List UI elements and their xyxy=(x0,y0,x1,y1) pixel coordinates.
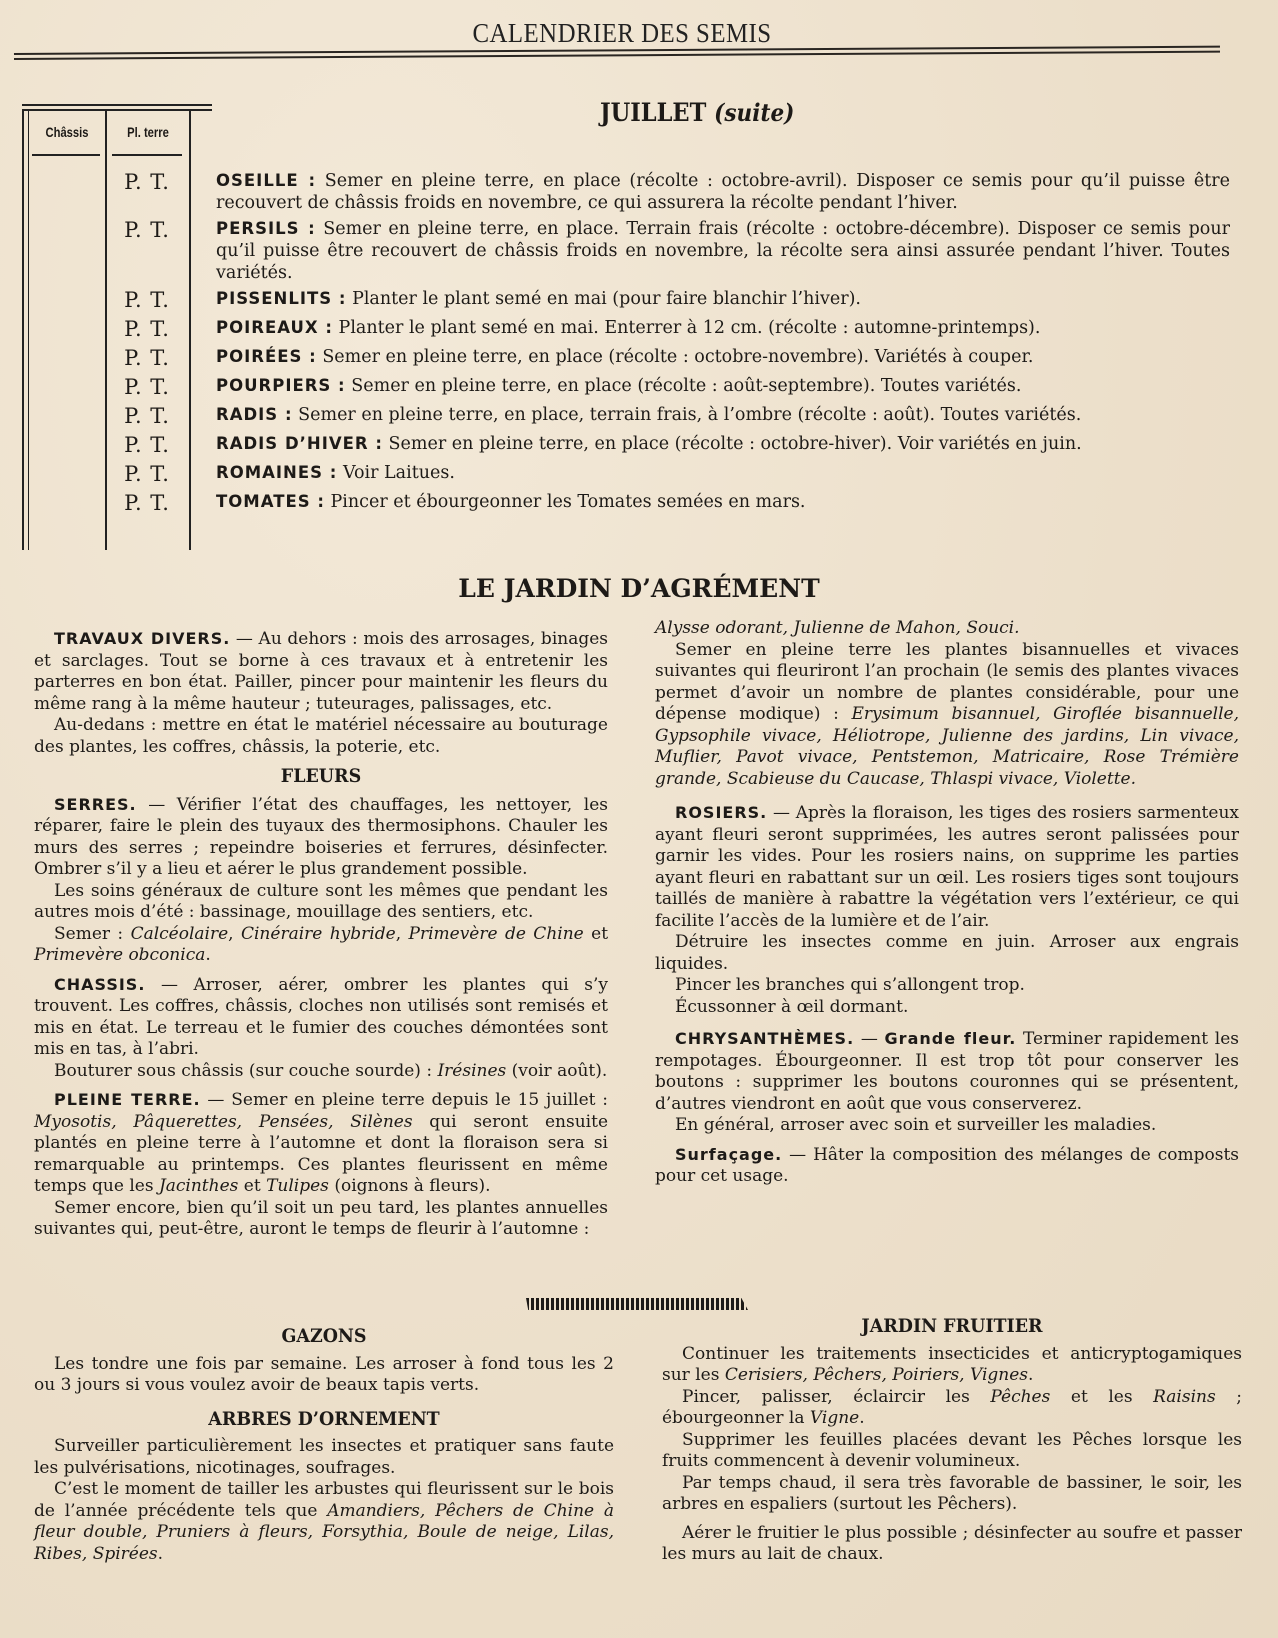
text: et xyxy=(238,1176,267,1196)
entry-keyword: ROMAINES : xyxy=(216,463,338,482)
plant-name: Primevère de Chine xyxy=(408,923,584,944)
keyword-travaux: TRAVAUX DIVERS. xyxy=(54,629,231,648)
entry-keyword: OSEILLE : xyxy=(216,171,317,190)
text: et les xyxy=(1050,1386,1154,1407)
entry-keyword: RADIS : xyxy=(216,405,293,424)
text: Continuer les traitements insecticides et anticryptogamiques sur les xyxy=(662,1343,1242,1385)
paragraph-fruitier-aerer: Aérer le fruitier le plus possible ; désinfecter au soufre et passer les murs au lait de chaux. xyxy=(662,1522,1242,1564)
running-title: CALENDRIER DES SEMIS xyxy=(472,18,772,48)
text: (voir août). xyxy=(506,1060,608,1081)
entry-text: Planter le plant semé en mai. Enterrer à 12 cm. (récolte : automne-printemps). xyxy=(338,318,1041,338)
entry-body xyxy=(216,462,1230,484)
entry-text: Semer en pleine terre, en place. Terrain frais (récolte : octobre-décembre). Disposer ce semis pour qu’il puisse être recouvert de châssis froids en novembre, la récolte sera ainsi assurée pendant l’hiver. Toutes variétés. xyxy=(216,219,1230,283)
entry-body xyxy=(216,404,1230,426)
paragraph-surfacage xyxy=(655,1144,1239,1188)
table-divider xyxy=(105,110,107,550)
entry-text: Semer en pleine terre, en place (récolte : août-septembre). Toutes variétés. xyxy=(351,376,1022,396)
plant-name: Cinéraire hybride xyxy=(240,923,396,944)
pleine-terre-marker: P. T. xyxy=(124,218,170,242)
entry-body xyxy=(216,433,1230,455)
keyword-chassis: CHASSIS. xyxy=(54,974,146,994)
keyword-chrysanthemes: CHRYSANTHÈMES. xyxy=(675,1029,855,1048)
entry-keyword: PERSILS : xyxy=(216,219,316,238)
plant-names: Myosotis, Pâquerettes, Pensées, Silènes xyxy=(34,1111,413,1132)
month-title xyxy=(600,98,794,127)
entry-text: Semer en pleine terre, en place (récolte : octobre-avril). Disposer ce semis pour qu’il puisse être recouvert de châssis froids en novembre, ce qui assurera la récolte pendant l’hiver. xyxy=(216,171,1230,213)
ornamental-divider xyxy=(526,1298,748,1310)
entry-body xyxy=(216,170,1230,214)
section-title-jardin-fruitier: JARDIN FRUITIER xyxy=(861,1315,1043,1337)
entry-keyword: POIRÉES : xyxy=(216,347,317,366)
paragraph-gazons: Les tondre une fois par semaine. Les arroser à fond tous les 2 ou 3 jours si vous voulez avoir de beaux tapis verts. xyxy=(34,1353,614,1395)
paragraph-travaux xyxy=(34,628,608,715)
plant-name: Jacinthes xyxy=(158,1176,239,1196)
entry-keyword: TOMATES : xyxy=(216,492,325,511)
entry-keyword: POURPIERS : xyxy=(216,376,346,395)
subsection-title-fleurs: FLEURS xyxy=(280,765,362,787)
entry-keyword: POIREAUX : xyxy=(216,318,333,337)
paragraph-semer-encore xyxy=(34,1198,608,1241)
pleine-terre-marker: P. T. xyxy=(124,346,170,370)
paragraph-text: — Arroser, aérer, ombrer les plantes qui s’y trouvent. Les coffres, châssis, cloches non utilisés sont remisés et mis en état. Le terreau et le fumier des couches démontées sont mis en tas, à l’abri. xyxy=(34,974,608,1059)
paragraph-ecussonner: Écussonner à œil dormant. xyxy=(675,996,909,1017)
section-title-arbres-ornement: ARBRES D’ORNEMENT xyxy=(208,1407,440,1430)
plant-name: Pêches xyxy=(990,1386,1051,1407)
left-column xyxy=(34,628,608,1241)
plant-names: Cerisiers, Pêchers, Poiriers, Vignes xyxy=(724,1365,1029,1385)
text: C’est le moment de tailler les arbustes qui fleurissent sur le bois de l’année précédente tels que xyxy=(34,1479,614,1521)
header-underline xyxy=(32,154,100,156)
plant-names: Amandiers, Pêchers de Chine à fleur double, Pruniers à fleurs, Forsythia, Boule de neige, Lilas, Ribes, Spirées xyxy=(34,1500,614,1564)
plant-name: Primevère obconica xyxy=(34,945,206,965)
pleine-terre-marker: P. T. xyxy=(124,433,170,457)
table-border-left-inner xyxy=(28,110,29,550)
entry-body xyxy=(216,491,1230,513)
paragraph-en-general: En général, arroser avec soin et surveiller les maladies. xyxy=(675,1115,1157,1135)
plant-name: Irésines xyxy=(437,1060,507,1081)
paragraph-au-dedans: Au-dedans : mettre en état le matériel nécessaire au bouturage des plantes, les coffres, châssis, la poterie, etc. xyxy=(34,715,608,757)
paragraph-semer-serres: Semer : Calcéolaire, Cinéraire hybride, Primevère de Chine et Primevère obconica. xyxy=(34,923,609,965)
month-name: JUILLET xyxy=(600,98,707,127)
left-bottom-column xyxy=(34,1326,614,1565)
column-header-pleine-terre: Pl. terre xyxy=(127,124,169,140)
pleine-terre-marker: P. T. xyxy=(124,462,170,486)
text: . xyxy=(859,1408,865,1428)
text: (oignons à fleurs). xyxy=(328,1176,491,1196)
text: Semer encore, bien qu’il soit un peu tard, les plantes annuelles suivantes qui, peut-être, auront le temps de fleurir à l’automne : xyxy=(34,1197,608,1239)
pleine-terre-marker: P. T. xyxy=(124,170,170,194)
table-top-rule xyxy=(22,104,212,111)
entry-keyword: RADIS D’HIVER : xyxy=(216,434,383,453)
section-title-jardin-agrement: LE JARDIN D’AGRÉMENT xyxy=(458,574,820,603)
entry-text: Semer en pleine terre, en place, terrain frais, à l’ombre (récolte : août). Toutes variétés. xyxy=(298,405,1082,425)
paragraph-text: — Hâter la composition des mélanges de composts pour cet usage. xyxy=(655,1144,1239,1186)
plant-names: Alysse odorant, Julienne de Mahon, Souci. xyxy=(655,618,1020,638)
right-column xyxy=(655,618,1239,1188)
paragraph-text: Terminer rapidement les rempotages. Ébourgeonner. Il est trop tôt pour conserver les boutons : supprimer les boutons couronnes qui se présentent, d’autres viendront en août que vous conserverez. xyxy=(655,1029,1239,1114)
paragraph-fruitier-traitements xyxy=(662,1344,1242,1387)
entry-body xyxy=(216,288,1230,310)
table-border-right xyxy=(189,110,191,550)
paragraph-rosiers xyxy=(655,802,1239,932)
text: Pincer, palisser, éclaircir les xyxy=(682,1386,991,1407)
entry-body xyxy=(216,317,1230,339)
paragraph-pincer: Pincer les branches qui s’allongent trop. xyxy=(675,975,1025,995)
pleine-terre-marker: P. T. xyxy=(124,491,170,515)
plant-name: Raisins xyxy=(1153,1386,1216,1407)
entry-text: Semer en pleine terre, en place (récolte : octobre-novembre). Variétés à couper. xyxy=(322,347,1034,367)
entry-keyword: PISSENLITS : xyxy=(216,289,347,308)
paragraph-fruitier-feuilles: Supprimer les feuilles placées devant les Pêches lorsque les fruits commencent à devenir volumineux. xyxy=(662,1429,1242,1471)
page-header xyxy=(14,18,1220,60)
entry-body xyxy=(216,346,1230,368)
entry-text: Voir Laitues. xyxy=(342,463,455,483)
text: — xyxy=(854,1029,885,1049)
text: Bouturer sous châssis (sur couche sourde) : xyxy=(54,1060,438,1081)
section-title-gazons: GAZONS xyxy=(281,1325,367,1347)
paragraph-bouturer xyxy=(34,1061,608,1083)
table-border-left xyxy=(22,110,24,550)
header-underline xyxy=(112,154,182,156)
entry-body xyxy=(216,218,1230,284)
text: Semer : xyxy=(54,923,131,944)
entry-text: Semer en pleine terre, en place (récolte : octobre-hiver). Voir variétés en juin. xyxy=(388,434,1082,454)
plant-name: Vigne xyxy=(809,1408,860,1428)
text: . xyxy=(1028,1365,1034,1385)
paragraph-pleine-terre xyxy=(34,1089,608,1198)
paragraph-chrysanthemes xyxy=(655,1028,1239,1115)
text: . xyxy=(157,1543,164,1564)
paragraph-arbres-tailler xyxy=(34,1479,614,1565)
plant-name: Tulipes xyxy=(266,1176,329,1196)
paragraph-text: — Au dehors : mois des arrosages, binages et sarclages. Tout se borne à ces travaux et à entretenir les parterres en bon état. Pailler, pincer pour maintenir les fleurs du même rang à la même hauteur ; tuteurages, palissages, etc. xyxy=(34,629,609,714)
paragraph-serres xyxy=(34,794,608,881)
text: Semer en pleine terre les plantes bisannuelles et vivaces suivantes qui fleuriront l’an prochain (le semis des plantes vivaces permet d’avoir un nombre de plantes considérable, pour une dépense modique) : xyxy=(655,639,1239,724)
text: et xyxy=(583,923,609,944)
paragraph-chassis xyxy=(34,974,608,1061)
plant-name: Calcéolaire xyxy=(130,923,229,944)
column-header-chassis: Châssis xyxy=(45,124,89,140)
paragraph-text: — Après la floraison, les tiges des rosiers sarmenteux ayant fleuri seront supprimées, les autres seront palissées pour garnir les vides. Pour les rosiers nains, on supprime les parties ayant fleuri en rabattant sur un œil. Les rosiers tiges sont toujours taillés de manière à rabattre la végétation vers l’extérieur, ce qui facilite l’accès de la lumière et de l’air. xyxy=(655,803,1239,931)
paragraph-soins: Les soins généraux de culture sont les mêmes que pendant les autres mois d’été : bassinage, mouillage des sentiers, etc. xyxy=(34,880,608,922)
pleine-terre-marker: P. T. xyxy=(124,404,170,428)
pleine-terre-marker: P. T. xyxy=(124,317,170,341)
keyword-serres: SERRES. xyxy=(54,794,137,814)
text: qui seront ensuite plantés en pleine terre à l’automne et dont la floraison sera si remarquable au printemps. Ces plantes fleurissent en même temps que les xyxy=(34,1111,609,1196)
pleine-terre-marker: P. T. xyxy=(124,375,170,399)
paragraph-text: — Vérifier l’état des chauffages, les nettoyer, les réparer, faire le plein des tuyaux des thermosiphons. Chauler les murs des serres ; repeindre boiseries et ferrures, désinfecter. Ombrer s’il y a lieu et aérer le plus grandement possible. xyxy=(34,794,608,879)
paragraph-arbres-surveiller: Surveiller particulièrement les insectes et pratiquer sans faute les pulvérisations, nicotinages, soufrages. xyxy=(34,1436,614,1478)
paragraph-fruitier-bassiner: Par temps chaud, il sera très favorable de bassiner, le soir, les arbres en espaliers (surtout les Pêchers). xyxy=(662,1472,1242,1514)
keyword-surfacage: Surfaçage. xyxy=(675,1144,783,1164)
entry-text: Pincer et ébourgeonner les Tomates semées en mars. xyxy=(330,492,806,512)
plant-names: Erysimum bisannuel, Giroflée bisannuelle, Gypsophile vivace, Héliotrope, Julienne des jardins, Lin vivace, Muflier, Pavot vivace, Pentstemon, Matricaire, Rose Trémière grande, Scabieuse du Caucase, Thlaspi vivace, Violette. xyxy=(655,704,1239,789)
keyword-grande-fleur: Grande fleur. xyxy=(884,1029,1017,1048)
pleine-terre-marker: P. T. xyxy=(124,288,170,312)
entry-text: Planter le plant semé en mai (pour faire blanchir l’hiver). xyxy=(352,289,861,309)
paragraph-bisannuelles xyxy=(655,640,1239,791)
paragraph-annuelles-plants xyxy=(655,618,1239,640)
text: — Semer en pleine terre depuis le 15 juillet : xyxy=(200,1090,609,1110)
entry-body xyxy=(216,375,1230,397)
paragraph-fruitier-pincer xyxy=(662,1387,1242,1430)
right-bottom-column xyxy=(662,1316,1242,1566)
paragraph-insectes: Détruire les insectes comme en juin. Arroser aux engrais liquides. xyxy=(655,932,1239,974)
month-suffix: (suite) xyxy=(714,98,795,127)
text: ; ébourgeonner la xyxy=(662,1386,1242,1428)
keyword-rosiers: ROSIERS. xyxy=(675,803,768,822)
keyword-pleine-terre: PLEINE TERRE. xyxy=(54,1090,201,1109)
